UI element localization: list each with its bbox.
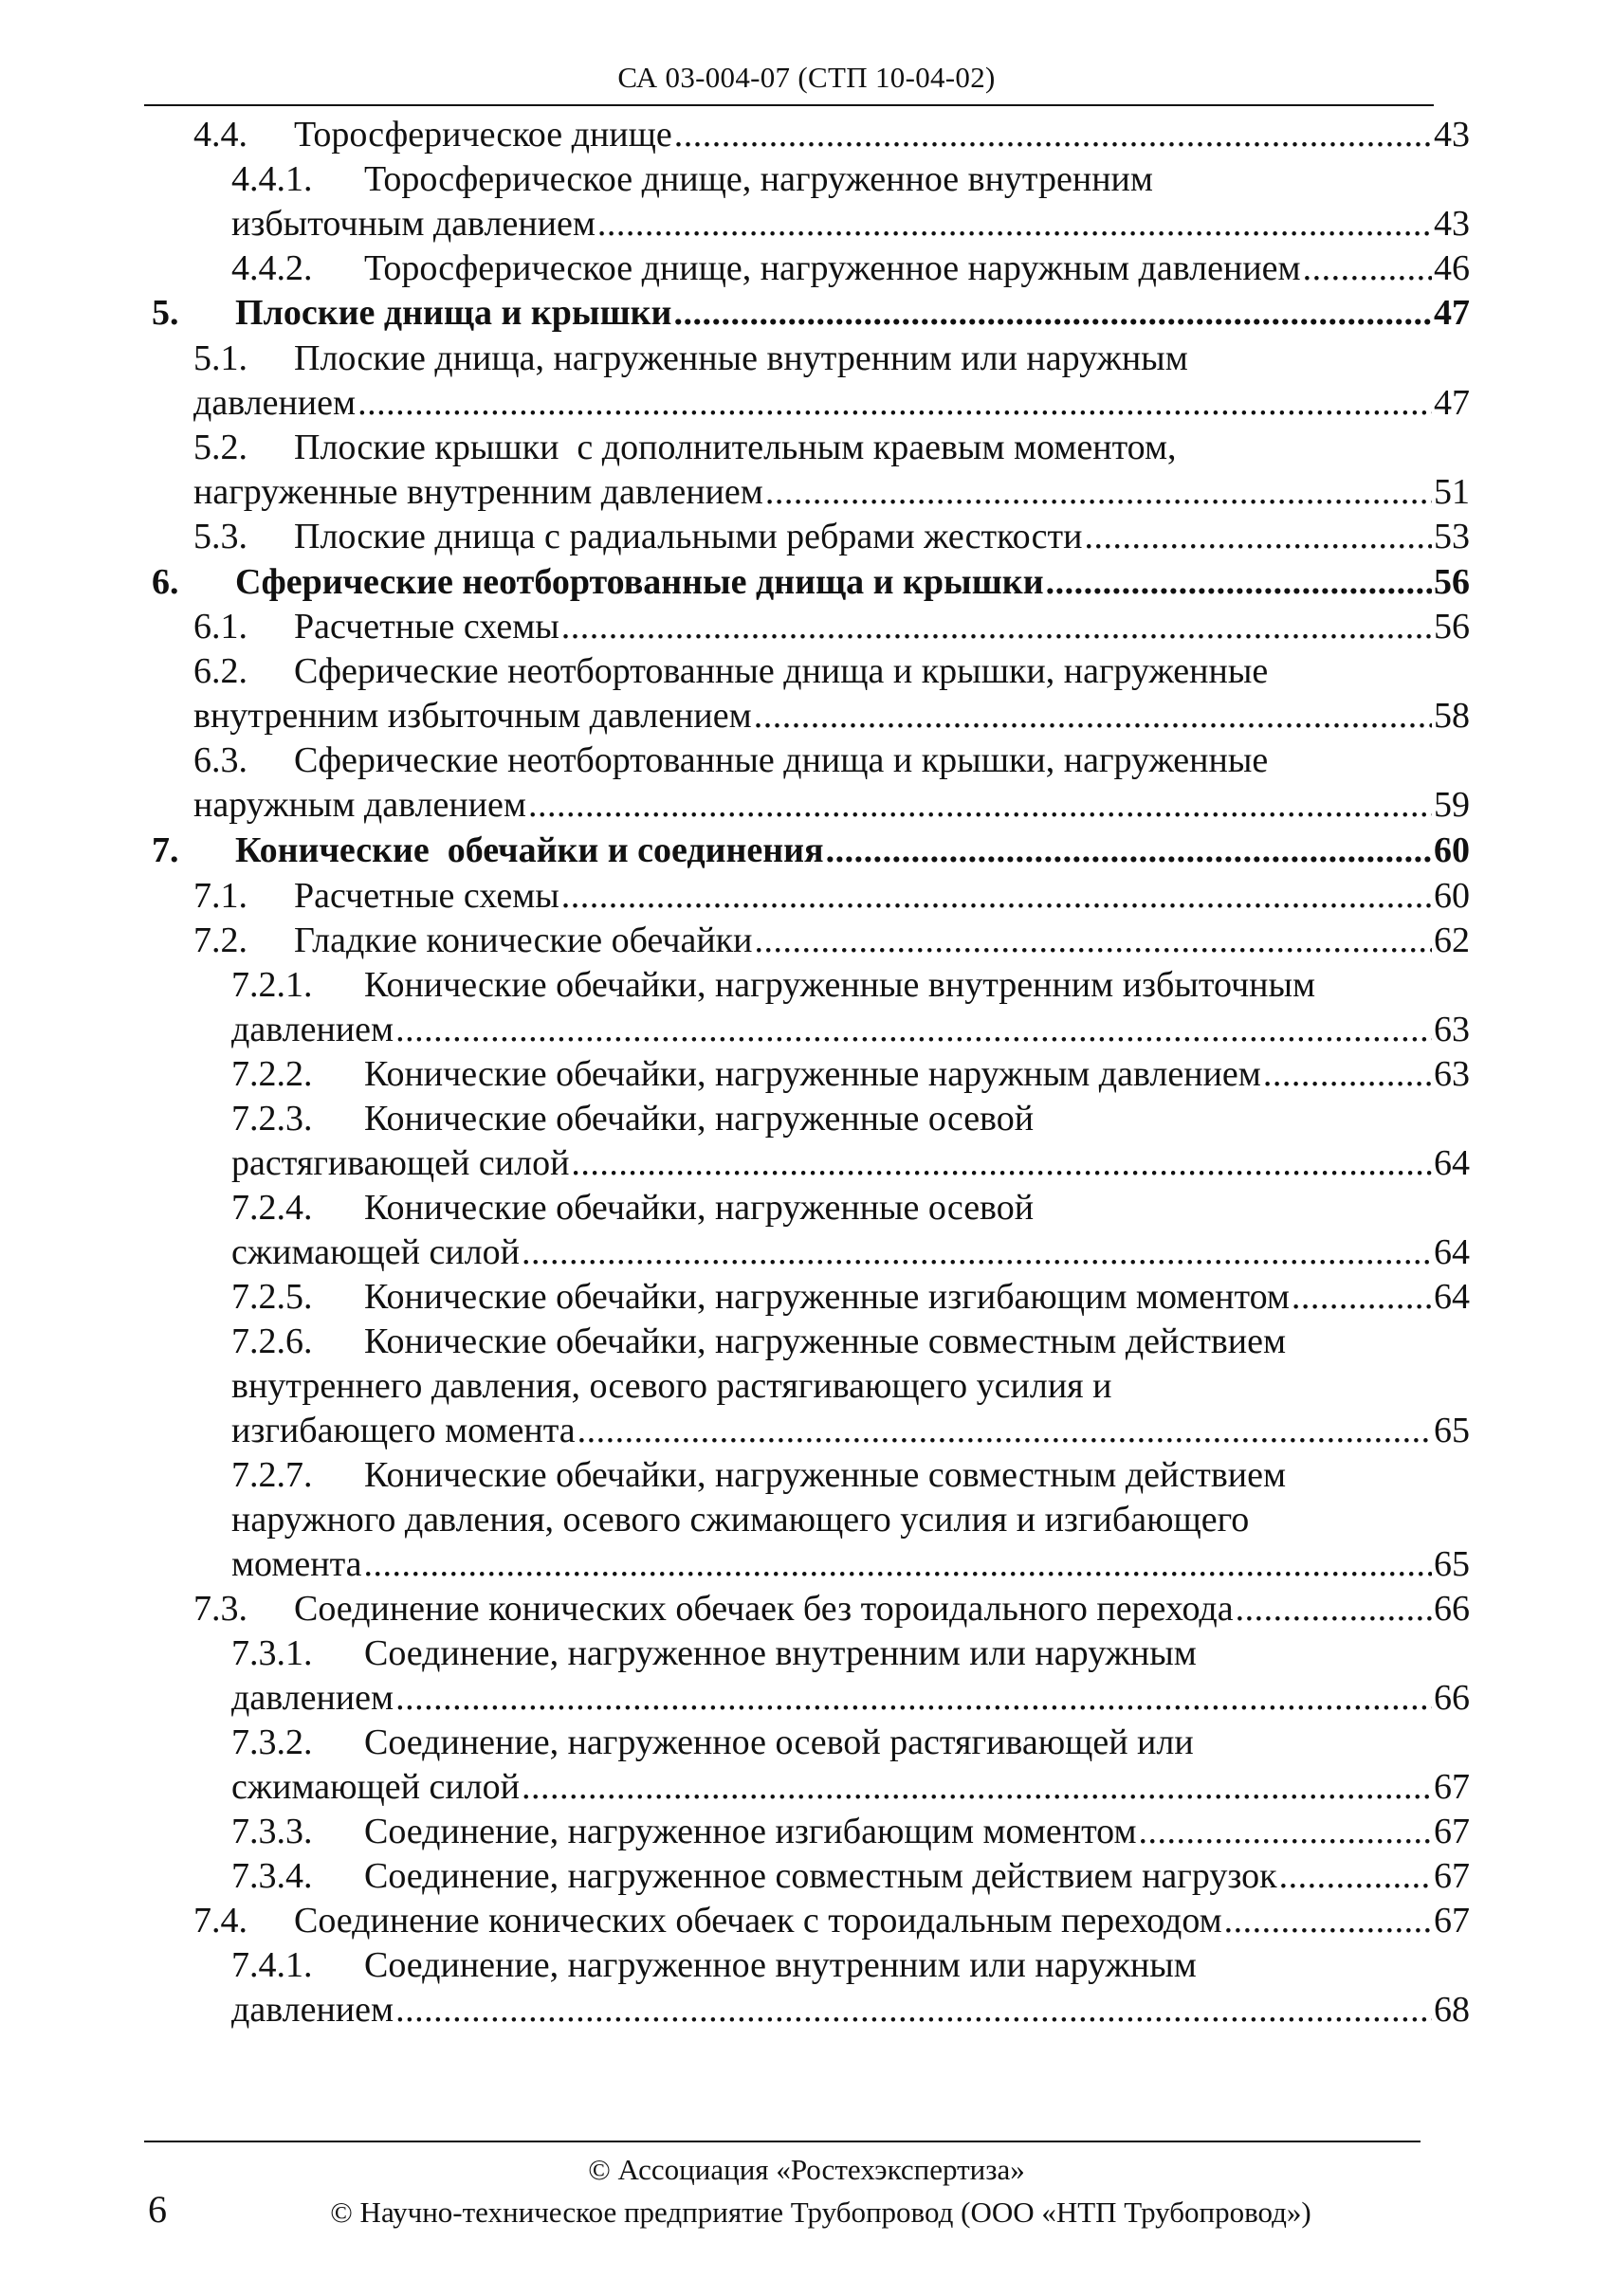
toc-entry-number: 4.4.2.: [231, 248, 313, 288]
toc-entry-number: 6.2.: [193, 651, 247, 691]
toc-entry-number: 7.3.3.: [231, 1812, 313, 1851]
dot-leader: [395, 1987, 1432, 2032]
toc-entry[interactable]: [231, 1274, 1470, 1320]
dot-leader: [1263, 1051, 1432, 1097]
toc-section-title: Сферические неотбортованные днища и крышки: [235, 562, 1044, 602]
toc-entry-number: 7.4.1.: [231, 1945, 313, 1985]
toc-entry-title: Сферические неотбортованные днища и крышки, нагруженные: [294, 651, 1269, 691]
toc-entry-title: Торосферическое днище, нагруженное наружным давлением: [364, 248, 1301, 288]
toc-entry-continuation[interactable]: [231, 1541, 1470, 1587]
toc-entry-title: Конические обечайки, нагруженные совместным действием: [364, 1455, 1287, 1495]
toc-entry[interactable]: [193, 425, 1470, 470]
dot-leader: [1303, 246, 1432, 291]
toc-entry[interactable]: [231, 1096, 1470, 1141]
toc-entry-number: 7.3.4.: [231, 1856, 313, 1896]
toc-entry-page: 66: [1434, 1589, 1470, 1629]
dot-leader: [571, 1140, 1432, 1186]
toc-entry-title: Сферические неотбортованные днища и крышки, нагруженные: [294, 740, 1269, 780]
toc-entry-title: Соединение конических обечаек с тороидальным переходом: [294, 1901, 1222, 1941]
toc-section-title: Плоские днища и крышки: [235, 293, 672, 333]
toc-entry-continuation[interactable]: [231, 1987, 1470, 2032]
toc-entry-title: Конические обечайки, нагруженные осевой: [364, 1099, 1035, 1139]
toc-entry-page: 64: [1434, 1277, 1470, 1317]
dot-leader: [1224, 1898, 1432, 1943]
toc-entry-title: сжимающей силой: [231, 1767, 520, 1807]
toc-entry-continuation[interactable]: [231, 1764, 1470, 1810]
toc-section-title: Конические обечайки и соединения: [235, 830, 824, 870]
toc-entry[interactable]: [193, 336, 1470, 381]
toc-entry-title: давлением: [231, 1010, 394, 1049]
toc-entry-continuation[interactable]: [231, 1363, 1470, 1409]
toc-entry-title: Конические обечайки, нагруженные внутренним избыточным: [364, 965, 1316, 1005]
footer-rule: [144, 2141, 1421, 2142]
toc-entry-title: Конические обечайки, нагруженные осевой: [364, 1188, 1035, 1228]
toc-entry-number: 5.1.: [193, 338, 247, 378]
toc-entry-page: 56: [1434, 607, 1470, 647]
toc-entry-page: 59: [1434, 785, 1470, 825]
toc-section[interactable]: [152, 559, 1470, 605]
toc-entry[interactable]: [193, 1898, 1470, 1943]
toc-entry-title: Гладкие конические обечайки: [294, 920, 753, 960]
toc-section[interactable]: [152, 290, 1470, 336]
toc-entry-number: 5.2.: [193, 428, 247, 467]
toc-entry-number: 7.3.2.: [231, 1722, 313, 1762]
toc-entry-title: давлением: [231, 1990, 394, 2030]
toc-entry-continuation[interactable]: [193, 380, 1470, 426]
dot-leader: [364, 1541, 1432, 1587]
toc-entry-number: 4.4.: [193, 115, 247, 155]
toc-entry-number: 7.2.1.: [231, 965, 313, 1005]
toc-entry-continuation[interactable]: [231, 1675, 1470, 1721]
toc-entry-page: 67: [1434, 1856, 1470, 1896]
toc-entry-number: 7.2.6.: [231, 1321, 313, 1361]
toc-entry-number: 6.1.: [193, 607, 247, 647]
toc-entry-title: Конические обечайки, нагруженные наружным давлением: [364, 1054, 1261, 1094]
toc-entry[interactable]: [231, 1185, 1470, 1230]
toc-entry-title: наружным давлением: [193, 785, 526, 825]
dot-leader: [1046, 559, 1432, 605]
toc-entry[interactable]: [193, 873, 1470, 919]
toc-entry-page: 51: [1434, 472, 1470, 512]
toc-section-page: 56: [1434, 562, 1470, 602]
toc-entry-page: 64: [1434, 1232, 1470, 1272]
toc-section-number: 5.: [152, 293, 179, 333]
toc-entry-page: 43: [1434, 115, 1470, 155]
copyright-association: © Ассоциация «Ростехэкспертиза»: [588, 2153, 1025, 2186]
dot-leader: [522, 1230, 1432, 1275]
dot-leader: [826, 828, 1432, 873]
toc-entry-number: 7.2.3.: [231, 1099, 313, 1139]
toc-entry[interactable]: [193, 112, 1470, 157]
page-number: 6: [148, 2188, 167, 2231]
toc-entry[interactable]: [231, 156, 1470, 202]
toc-entry[interactable]: [231, 962, 1470, 1008]
toc-entry[interactable]: [231, 1452, 1470, 1498]
toc-entry-title: Торосферическое днище, нагруженное внутренним: [364, 159, 1153, 199]
toc-entry[interactable]: [231, 1319, 1470, 1364]
toc-entry-number: 5.3.: [193, 517, 247, 556]
dot-leader: [754, 918, 1432, 963]
toc-entry[interactable]: [231, 1051, 1470, 1097]
dot-leader: [395, 1007, 1432, 1052]
toc-entry-continuation[interactable]: [231, 1230, 1470, 1275]
toc-entry-page: 66: [1434, 1678, 1470, 1718]
toc-entry-page: 64: [1434, 1143, 1470, 1183]
toc-entry-title: Соединение, нагруженное изгибающим моментом: [364, 1812, 1137, 1851]
toc-section-number: 6.: [152, 562, 179, 602]
toc-entry[interactable]: [193, 738, 1470, 783]
toc-entry-continuation[interactable]: [231, 1497, 1470, 1542]
toc-entry[interactable]: [193, 648, 1470, 694]
dot-leader: [1279, 1853, 1432, 1899]
toc-entry-title: внутреннего давления, осевого растягивающего усилия и: [231, 1366, 1112, 1406]
dot-leader: [357, 380, 1432, 426]
toc-entry-title: давлением: [231, 1678, 394, 1718]
dot-leader: [674, 112, 1432, 157]
dot-leader: [754, 693, 1432, 738]
toc-entry-continuation[interactable]: [193, 782, 1470, 828]
toc-entry[interactable]: [193, 514, 1470, 559]
toc-entry-title: Расчетные схемы: [294, 876, 559, 916]
toc-entry-number: 7.4.: [193, 1901, 247, 1941]
toc-entry-number: 4.4.1.: [231, 159, 313, 199]
toc-entry-page: 58: [1434, 696, 1470, 736]
toc-entry-title: Соединение, нагруженное совместным действием нагрузок: [364, 1856, 1277, 1896]
toc-entry-continuation[interactable]: [231, 1140, 1470, 1186]
toc-entry-number: 7.2.5.: [231, 1277, 313, 1317]
toc-entry-number: 7.2.: [193, 920, 247, 960]
toc-entry[interactable]: [231, 1720, 1470, 1765]
toc-entry-page: 68: [1434, 1990, 1470, 2030]
toc-entry-title: Соединение, нагруженное осевой растягивающей или: [364, 1722, 1194, 1762]
toc-entry-page: 65: [1434, 1411, 1470, 1450]
toc-entry-title: внутренним избыточным давлением: [193, 696, 752, 736]
toc-section-page: 60: [1434, 830, 1470, 870]
dot-leader: [528, 782, 1432, 828]
toc-entry[interactable]: [193, 1586, 1470, 1631]
dot-leader: [673, 290, 1432, 336]
toc-entry-continuation[interactable]: [193, 693, 1470, 738]
dot-leader: [577, 1408, 1432, 1453]
dot-leader: [522, 1764, 1432, 1810]
toc-entry-page: 46: [1434, 248, 1470, 288]
toc-entry[interactable]: [193, 604, 1470, 649]
toc-entry[interactable]: [231, 246, 1470, 291]
toc-entry-number: 7.3.: [193, 1589, 247, 1629]
toc-entry-page: 63: [1434, 1054, 1470, 1094]
toc-entry-title: Соединение, нагруженное внутренним или наружным: [364, 1945, 1197, 1985]
toc-entry-title: Конические обечайки, нагруженные изгибающим моментом: [364, 1277, 1290, 1317]
toc-entry-title: давлением: [193, 383, 357, 423]
toc-entry-title: наружного давления, осевого сжимающего усилия и изгибающего: [231, 1500, 1250, 1540]
toc-entry-number: 7.2.4.: [231, 1188, 313, 1228]
toc-entry-title: Соединение конических обечаек без тороидального перехода: [294, 1589, 1234, 1629]
toc-entry-title: нагруженные внутренним давлением: [193, 472, 763, 512]
toc-entry-number: 7.1.: [193, 876, 247, 916]
toc-entry-title: Соединение, нагруженное внутренним или наружным: [364, 1633, 1197, 1673]
toc-entry-title: избыточным давлением: [231, 204, 596, 244]
toc-entry-title: изгибающего момента: [231, 1411, 576, 1450]
toc-entry-title: Конические обечайки, нагруженные совместным действием: [364, 1321, 1287, 1361]
toc-entry-number: 7.2.7.: [231, 1455, 313, 1495]
toc-entry-title: Расчетные схемы: [294, 607, 559, 647]
toc-entry[interactable]: [231, 1809, 1470, 1854]
toc-entry[interactable]: [231, 1942, 1470, 1988]
document-code-header: СА 03-004-07 (СТП 10-04-02): [617, 61, 996, 94]
toc-entry-title: Плоские крышки с дополнительным краевым моментом,: [294, 428, 1177, 467]
toc-section-page: 47: [1434, 293, 1470, 333]
toc-entry-title: Плоские днища с радиальными ребрами жесткости: [294, 517, 1083, 556]
toc-entry-title: растягивающей силой: [231, 1143, 570, 1183]
dot-leader: [597, 201, 1432, 246]
toc-entry-title: момента: [231, 1544, 362, 1584]
toc-entry-page: 67: [1434, 1901, 1470, 1941]
toc-entry-page: 53: [1434, 517, 1470, 556]
toc-entry-continuation[interactable]: [193, 469, 1470, 515]
toc-entry-page: 43: [1434, 204, 1470, 244]
toc-section-number: 7.: [152, 830, 179, 870]
toc-entry-page: 67: [1434, 1812, 1470, 1851]
toc-entry-page: 47: [1434, 383, 1470, 423]
toc-entry[interactable]: [231, 1631, 1470, 1676]
toc-entry-continuation[interactable]: [231, 201, 1470, 246]
toc-entry-continuation[interactable]: [231, 1007, 1470, 1052]
dot-leader: [1084, 514, 1432, 559]
toc-entry-page: 67: [1434, 1767, 1470, 1807]
dot-leader: [395, 1675, 1432, 1721]
toc-entry-title: Плоские днища, нагруженные внутренним или наружным: [294, 338, 1188, 378]
toc-entry-title: сжимающей силой: [231, 1232, 520, 1272]
toc-entry[interactable]: [231, 1853, 1470, 1899]
dot-leader: [561, 873, 1432, 919]
toc-entry-page: 60: [1434, 876, 1470, 916]
toc-entry-title: Торосферическое днище: [294, 115, 672, 155]
dot-leader: [1292, 1274, 1432, 1320]
toc-entry-page: 62: [1434, 920, 1470, 960]
toc-entry-number: 7.2.2.: [231, 1054, 313, 1094]
toc-entry-continuation[interactable]: [231, 1408, 1470, 1453]
copyright-enterprise: © Научно-техническое предприятие Трубопровод (ООО «НТП Трубопровод»): [330, 2196, 1311, 2229]
toc-section[interactable]: [152, 828, 1470, 873]
toc-entry[interactable]: [193, 918, 1470, 963]
dot-leader: [1236, 1586, 1432, 1631]
dot-leader: [765, 469, 1432, 515]
toc-entry-number: 7.3.1.: [231, 1633, 313, 1673]
toc-entry-number: 6.3.: [193, 740, 247, 780]
toc-entry-page: 65: [1434, 1544, 1470, 1584]
toc-entry-page: 63: [1434, 1010, 1470, 1049]
dot-leader: [561, 604, 1432, 649]
dot-leader: [1139, 1809, 1433, 1854]
